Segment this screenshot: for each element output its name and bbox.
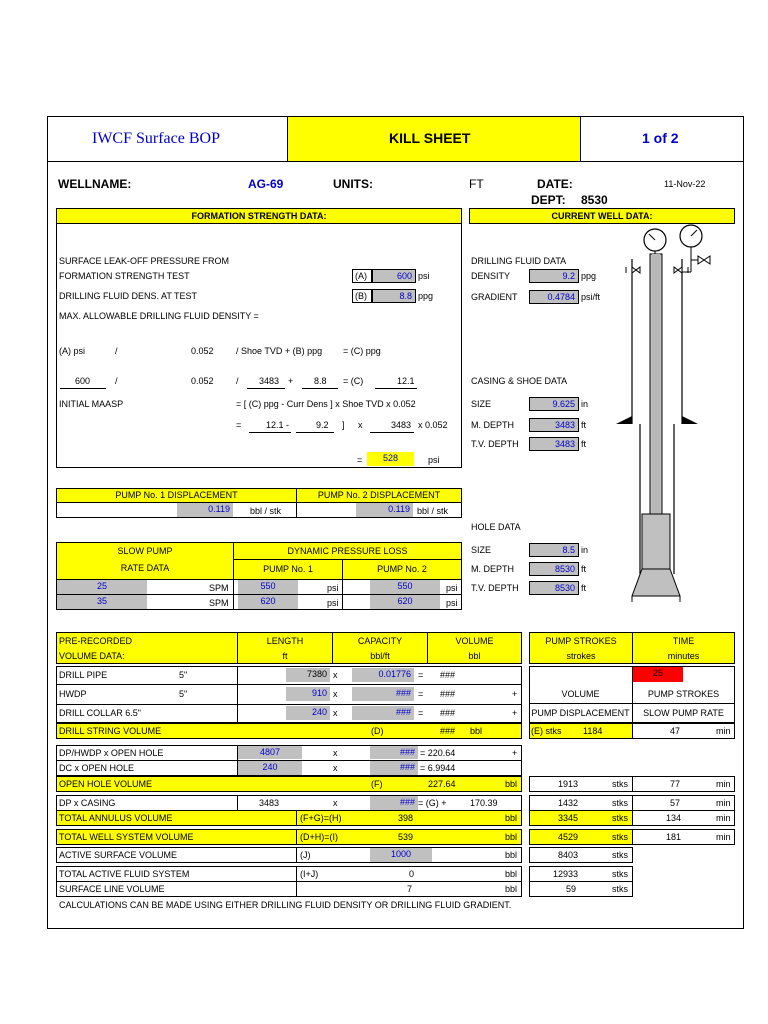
app-title: IWCF Surface BOP — [92, 130, 220, 147]
vol-head-pre2: VOLUME DATA: — [59, 651, 125, 661]
dpc-len: 3483 — [259, 798, 280, 808]
tafs-val: 0 — [409, 869, 415, 879]
calc-shoe: 3483 — [259, 376, 280, 386]
spm-unit-2: SPM — [209, 598, 229, 608]
calc-b-underline — [302, 388, 338, 389]
dpl-pump1-header: PUMP No. 1 — [233, 559, 343, 580]
tafs-stks: 12933 — [553, 869, 579, 879]
casing-size-unit: in — [581, 399, 589, 409]
asv-col-line — [296, 847, 297, 863]
hole-size-label: SIZE — [471, 545, 492, 555]
max-density-label: MAX. ALLOWABLE DRILLING FLUID DENSITY = — [59, 311, 259, 321]
tav-min: 134 — [666, 813, 682, 823]
twsv-stks-unit: stks — [612, 832, 629, 842]
maasp-shoe-underline — [370, 432, 414, 433]
casing-mdepth-field[interactable]: 3483 — [529, 418, 579, 432]
tav-min-unit: min — [716, 813, 731, 823]
hole-size-field[interactable]: 8.5 — [529, 543, 579, 557]
date-label: DATE: — [537, 177, 573, 191]
pump-strokes-label: PUMP STROKES — [647, 689, 720, 699]
vol-head-strokes1: PUMP STROKES — [545, 636, 617, 646]
slv-col-line — [296, 881, 297, 897]
formula-shoe: / Shoe TVD + (B) ppg — [236, 346, 323, 356]
wellname-label: WELLNAME: — [58, 177, 132, 191]
p2-unit-2: psi — [446, 598, 458, 608]
spm-field-1[interactable]: 25 — [57, 580, 147, 594]
casing-size-field[interactable]: 9.625 — [529, 397, 579, 411]
volume-label: VOLUME — [561, 689, 600, 699]
calc-const: 0.052 — [191, 376, 214, 386]
current-well-header — [469, 208, 735, 224]
asv-tag: (J) — [300, 850, 311, 860]
dcoh-eq-val: = 6.9944 — [420, 763, 456, 773]
vol-head-strokes2: strokes — [566, 651, 596, 661]
dpoh-plus: + — [512, 748, 518, 758]
tafs-tag: (I+J) — [300, 869, 319, 879]
pump1-disp-header: PUMP No. 1 DISPLACEMENT — [56, 488, 297, 503]
hwdp-plus: + — [512, 689, 518, 699]
asv-val-field[interactable]: 1000 — [370, 848, 432, 862]
hole-tvdepth-field[interactable]: 8530 — [529, 581, 579, 595]
vol-head-len2: ft — [282, 651, 288, 661]
calc-c: 12.1 — [397, 376, 415, 386]
dpc-cap-field[interactable]: ### — [370, 796, 418, 810]
p2-field-2[interactable]: 620 — [370, 595, 440, 609]
tafs-label: TOTAL ACTIVE FLUID SYSTEM — [59, 869, 190, 879]
hwdp-label: HWDP — [59, 689, 87, 699]
dpc-stks-unit: stks — [612, 798, 629, 808]
formula-a: (A) psi — [59, 346, 86, 356]
hole-tvdepth-label: T.V. DEPTH — [471, 583, 519, 593]
volume-fraction-line — [529, 703, 632, 704]
dp-col-line — [237, 666, 238, 723]
drillpipe-size: 5" — [179, 670, 188, 680]
calc-shoe-underline — [247, 388, 285, 389]
dsv-label: DRILL STRING VOLUME — [59, 726, 162, 736]
formation-bottom-border — [56, 467, 462, 468]
dpc-row — [56, 795, 522, 811]
maasp-formula: = [ (C) ppg - Curr Dens ] x Shoe TVD x 0.052 — [236, 399, 416, 409]
dp-row-line1 — [56, 684, 522, 685]
e-label: (E) stks — [531, 726, 562, 736]
tafs-unit: bbl — [505, 869, 518, 879]
drillpipe-eq: = — [418, 670, 424, 680]
calc-a-underline — [60, 388, 106, 389]
ohv-tag: (F) — [371, 779, 383, 789]
hwdp-vol: ### — [440, 689, 456, 699]
density-field[interactable]: 9.2 — [529, 269, 579, 283]
spr-divider1 — [233, 579, 234, 610]
asv-unit: bbl — [505, 850, 518, 860]
current-well-title: CURRENT WELL DATA: — [551, 211, 653, 221]
spm-unit-1: SPM — [209, 583, 229, 593]
density-label: DENSITY — [471, 271, 511, 281]
hwdp-size: 5" — [179, 689, 188, 699]
formation-title: FORMATION STRENGTH DATA: — [191, 211, 327, 221]
asv-stks: 8403 — [558, 850, 579, 860]
drillpipe-vol: ### — [440, 670, 456, 680]
density-unit: ppg — [581, 271, 597, 281]
dpl-pump2-header: PUMP No. 2 — [342, 559, 462, 580]
e-val: 1184 — [583, 726, 603, 736]
vol-head-vol1: VOLUME — [455, 636, 494, 646]
b-tag: (B) — [355, 291, 367, 301]
pump1-disp-field[interactable]: 0.119 — [177, 503, 233, 517]
p1-unit-2: psi — [327, 598, 339, 608]
strokes-fraction-line — [632, 703, 735, 704]
spr-divider2 — [342, 579, 343, 610]
calc-c-underline — [375, 388, 417, 389]
vol-head-vol2: bbl — [468, 651, 481, 661]
dens-label: DRILLING FLUID DENS. AT TEST — [59, 291, 198, 301]
vol-head-time2: minutes — [667, 651, 700, 661]
dpoh-eq-val: = 220.64 — [420, 748, 456, 758]
b-value-field[interactable]: 8.8 — [372, 289, 416, 303]
slv-val: 7 — [407, 884, 413, 894]
dpoh-x: x — [333, 748, 338, 758]
slv-stks-unit: stks — [612, 884, 629, 894]
twsv-label: TOTAL WELL SYSTEM VOLUME — [59, 832, 194, 842]
date-value[interactable]: 11-Nov-22 — [664, 179, 706, 189]
p2-field-1[interactable]: 550 — [370, 580, 440, 594]
dpoh-len-field[interactable]: 4807 — [238, 746, 302, 759]
hwdp-x: x — [333, 689, 338, 699]
drillpipe-cap-field[interactable]: 0.01776 — [352, 668, 414, 682]
calc-slash2: / — [236, 376, 239, 386]
ohv-label: OPEN HOLE VOLUME — [59, 779, 153, 789]
tav-stks: 3345 — [558, 813, 579, 823]
a-unit: psi — [418, 271, 430, 281]
ohv-min: 77 — [670, 779, 681, 789]
gradient-unit: psi/ft — [581, 292, 601, 302]
maasp-result-field: 528 — [367, 452, 414, 466]
maasp-label: INITIAL MAASP — [59, 399, 124, 409]
twsv-stks: 4529 — [558, 832, 579, 842]
dcoh-len-field[interactable]: 240 — [238, 761, 302, 775]
calc-b: 8.8 — [314, 376, 327, 386]
twsv-min: 181 — [666, 832, 682, 842]
twsv-min-unit: min — [716, 832, 731, 842]
vol-head-time1: TIME — [672, 636, 695, 646]
dcoh-x: x — [333, 763, 338, 773]
gradient-field[interactable]: 0.4784 — [529, 290, 579, 304]
drillpipe-len-field[interactable]: 7380 — [286, 668, 330, 682]
dsv-val: ### — [440, 726, 456, 736]
calc-plus: + — [288, 376, 294, 386]
hwdp-cap-field[interactable]: ### — [352, 687, 414, 701]
dpoh-cap-field[interactable]: ### — [370, 746, 418, 759]
ohv-stks-unit: stks — [612, 779, 629, 789]
slv-stks: 59 — [566, 884, 577, 894]
pump2-disp-field[interactable]: 0.119 — [356, 503, 413, 517]
dept-value[interactable]: 8530 — [581, 193, 608, 207]
maasp-x: x — [358, 420, 363, 430]
p1-unit-1: psi — [327, 583, 339, 593]
pump2-disp-unit: bbl / stk — [417, 506, 449, 516]
maasp-bracket: ] — [342, 420, 345, 430]
formation-header — [56, 208, 462, 224]
casing-mdepth-unit: ft — [581, 420, 587, 430]
tav-label: TOTAL ANNULUS VOLUME — [59, 813, 173, 823]
a-tag: (A) — [355, 271, 367, 281]
vol-head-len1: LENGTH — [266, 636, 304, 646]
formula-const: 0.052 — [191, 346, 214, 356]
dc-x: x — [333, 708, 338, 718]
pump-disp-label: PUMP DISPLACEMENT — [531, 708, 630, 718]
dpc-val: 170.39 — [470, 798, 498, 808]
fluid-title: DRILLING FLUID DATA — [471, 256, 567, 266]
maasp-curr: 9.2 — [316, 420, 329, 430]
formation-left-border — [56, 224, 57, 467]
tav-unit: bbl — [505, 813, 518, 823]
calc-eq-c: = (C) — [343, 376, 364, 386]
time-red-field: 25 — [633, 667, 683, 682]
dpc-eq: = (G) + — [418, 798, 447, 808]
tafs-stks-unit: stks — [612, 869, 629, 879]
maasp-unit: psi — [428, 455, 440, 465]
ohv-min-unit: min — [716, 779, 731, 789]
footer-note: CALCULATIONS CAN BE MADE USING EITHER DRILLING FLUID DENSITY OR DRILLING FLUID GRADIENT. — [59, 900, 512, 910]
twsv-col-line — [296, 829, 297, 845]
dpoh-label: DP/HWDP x OPEN HOLE — [59, 748, 164, 758]
calc-a: 600 — [75, 376, 91, 386]
slow-pump-title1: SLOW PUMP — [117, 546, 173, 556]
formula-slash: / — [115, 346, 118, 356]
units-label: UNITS: — [333, 177, 373, 191]
spm-field-2[interactable]: 35 — [57, 595, 147, 609]
dc-eq: = — [418, 708, 424, 718]
p2-unit-1: psi — [446, 583, 458, 593]
asv-stks-unit: stks — [612, 850, 629, 860]
gradient-label: GRADIENT — [471, 292, 518, 302]
tav-val: 398 — [398, 813, 414, 823]
formula-c: = (C) ppg — [343, 346, 381, 356]
casing-size-label: SIZE — [471, 399, 492, 409]
page-indicator: 1 of 2 — [642, 130, 679, 146]
p1-field-1[interactable]: 550 — [238, 580, 298, 594]
slv-label: SURFACE LINE VOLUME — [59, 884, 165, 894]
units-value[interactable]: FT — [469, 177, 484, 191]
hwdp-eq: = — [418, 689, 424, 699]
dsv-unit: bbl — [470, 726, 483, 736]
casing-tvdepth-field[interactable]: 3483 — [529, 437, 579, 451]
slow-pump-rate-label: SLOW PUMP RATE — [643, 708, 724, 718]
dc-label: DRILL COLLAR 6.5" — [59, 708, 141, 718]
casing-title: CASING & SHOE DATA — [471, 376, 568, 386]
dpc-min-unit: min — [716, 798, 731, 808]
hwdp-len-field[interactable]: 910 — [286, 687, 330, 701]
dcoh-cap-field[interactable]: ### — [370, 761, 418, 775]
dp-row-line2 — [56, 704, 522, 705]
a-value-field[interactable]: 600 — [372, 269, 416, 283]
pump2-disp-header: PUMP No. 2 DISPLACEMENT — [296, 488, 462, 503]
maasp-result-eq: = — [357, 455, 363, 465]
sheet-title: KILL SHEET — [389, 130, 471, 146]
dcoh-label: DC x OPEN HOLE — [59, 763, 135, 773]
tav-stks-unit: stks — [612, 813, 629, 823]
e-time: 47 — [670, 726, 681, 736]
dpc-stks: 1432 — [558, 798, 579, 808]
twsv-tag: (D+H)=(I) — [300, 832, 338, 842]
tafs-col-line — [296, 866, 297, 882]
wellname-value[interactable]: AG-69 — [248, 177, 284, 191]
leakoff-line2: FORMATION STRENGTH TEST — [59, 271, 190, 281]
vol-head-cap2: bbl/ft — [370, 651, 390, 661]
casing-tvdepth-unit: ft — [581, 439, 587, 449]
maasp-const: x 0.052 — [418, 420, 448, 430]
casing-tvdepth-label: T.V. DEPTH — [471, 439, 519, 449]
hole-size-unit: in — [581, 545, 589, 555]
slow-pump-title2: RATE DATA — [120, 563, 170, 573]
ohv-stks: 1913 — [558, 779, 579, 789]
maasp-c-underline — [249, 432, 291, 433]
casing-mdepth-label: M. DEPTH — [471, 420, 515, 430]
formation-right-border — [461, 224, 462, 467]
hole-title: HOLE DATA — [471, 522, 521, 532]
maasp-curr-underline — [296, 432, 334, 433]
leakoff-line1: SURFACE LEAK-OFF PRESSURE FROM — [59, 256, 230, 266]
hole-mdepth-unit: ft — [581, 564, 587, 574]
drillpipe-label: DRILL PIPE — [59, 670, 108, 680]
hole-tvdepth-unit: ft — [581, 583, 587, 593]
dept-label: DEPT: — [531, 193, 566, 207]
dc-cap-field[interactable]: ### — [352, 706, 414, 720]
b-unit: ppg — [418, 291, 434, 301]
hole-mdepth-label: M. DEPTH — [471, 564, 515, 574]
maasp-eq: = — [236, 420, 242, 430]
vol-head-pre1: PRE-RECORDED — [59, 636, 133, 646]
tav-tag: (F+G)=(H) — [300, 813, 342, 823]
ohv-unit: bbl — [505, 779, 518, 789]
asv-label: ACTIVE SURFACE VOLUME — [59, 850, 178, 860]
vol-head-cap1: CAPACITY — [357, 636, 403, 646]
dpc-col-line — [237, 795, 238, 811]
dsv-tag: (D) — [371, 726, 384, 736]
dpc-min: 57 — [670, 798, 681, 808]
dpl-header: DYNAMIC PRESSURE LOSS — [233, 542, 462, 560]
tav-col-line — [296, 810, 297, 826]
twsv-unit: bbl — [505, 832, 518, 842]
maasp-c: 12.1 - — [266, 420, 290, 430]
dc-vol: ### — [440, 708, 456, 718]
hole-mdepth-field[interactable]: 8530 — [529, 562, 579, 576]
wellbore-diagram-icon — [612, 224, 736, 609]
p1-field-2[interactable]: 620 — [238, 595, 298, 609]
dc-len-field[interactable]: 240 — [286, 706, 330, 720]
ohv-val: 227.64 — [428, 779, 456, 789]
twsv-val: 539 — [398, 832, 414, 842]
dpc-x: x — [333, 798, 338, 808]
dpc-label: DP x CASING — [59, 798, 116, 808]
maasp-shoe: 3483 — [391, 420, 412, 430]
calc-slash1: / — [115, 376, 118, 386]
drillpipe-x: x — [333, 670, 338, 680]
slv-unit: bbl — [505, 884, 518, 894]
pump1-disp-unit: bbl / stk — [250, 506, 282, 516]
dc-plus: + — [512, 708, 518, 718]
e-time-unit: min — [716, 726, 731, 736]
